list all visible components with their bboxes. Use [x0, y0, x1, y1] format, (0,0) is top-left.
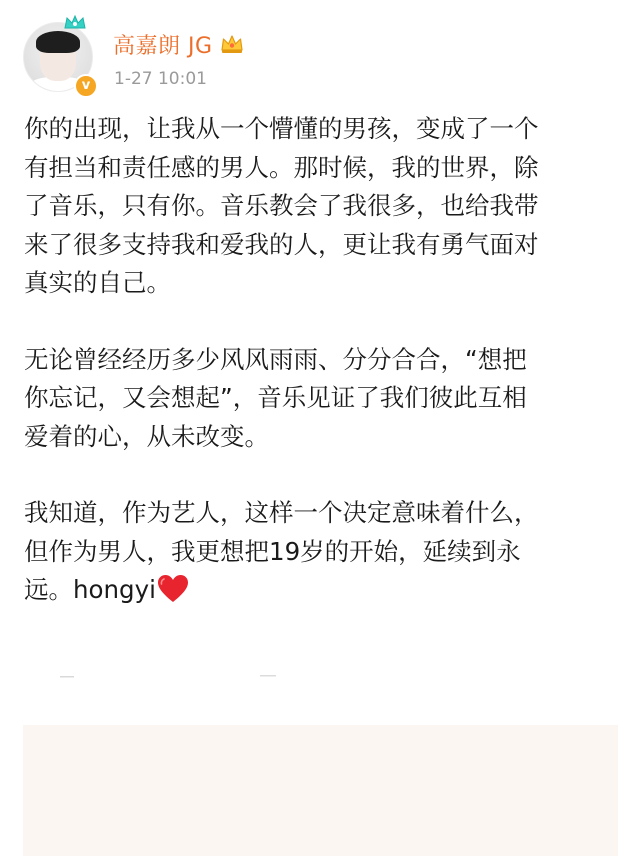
post-paragraph-3 — [24, 494, 624, 610]
avatar-hair — [36, 31, 80, 53]
post-paragraph-1: 你的出现，让我从一个懵懂的男孩，变成了一个 有担当和责任感的男人。那时候，我的世界，除 了音乐，只有你。音乐教会了我很多，也给我带 来了很多支持我和爱我的人，更让我有勇气面对 真实的自己。 — [24, 114, 539, 297]
username-row — [113, 30, 245, 58]
post-body — [24, 110, 624, 648]
verified-badge-icon: v — [74, 74, 98, 98]
media-placeholder[interactable] — [23, 725, 618, 856]
faint-divider-marks — [60, 674, 300, 680]
username[interactable]: 高嘉朗 JG — [113, 33, 213, 59]
post-paragraph-3-text: 我知道，作为艺人，这样一个决定意味着什么， 但作为男人，我更想把19岁的开始，延续到永 远。hongyi — [24, 498, 539, 604]
vip-crown-icon[interactable] — [219, 33, 245, 55]
red-heart-icon — [157, 574, 189, 604]
post-header — [0, 0, 641, 100]
post-paragraph-2: 无论曾经经历多少风风雨雨、分分合合，“想把 你忘记，又会想起”，音乐见证了我们彼此互相 爱着的心，从未改变。 — [24, 344, 527, 451]
crown-sticker-icon — [63, 14, 87, 30]
post-timestamp: 1-27 10:01 — [114, 69, 207, 89]
